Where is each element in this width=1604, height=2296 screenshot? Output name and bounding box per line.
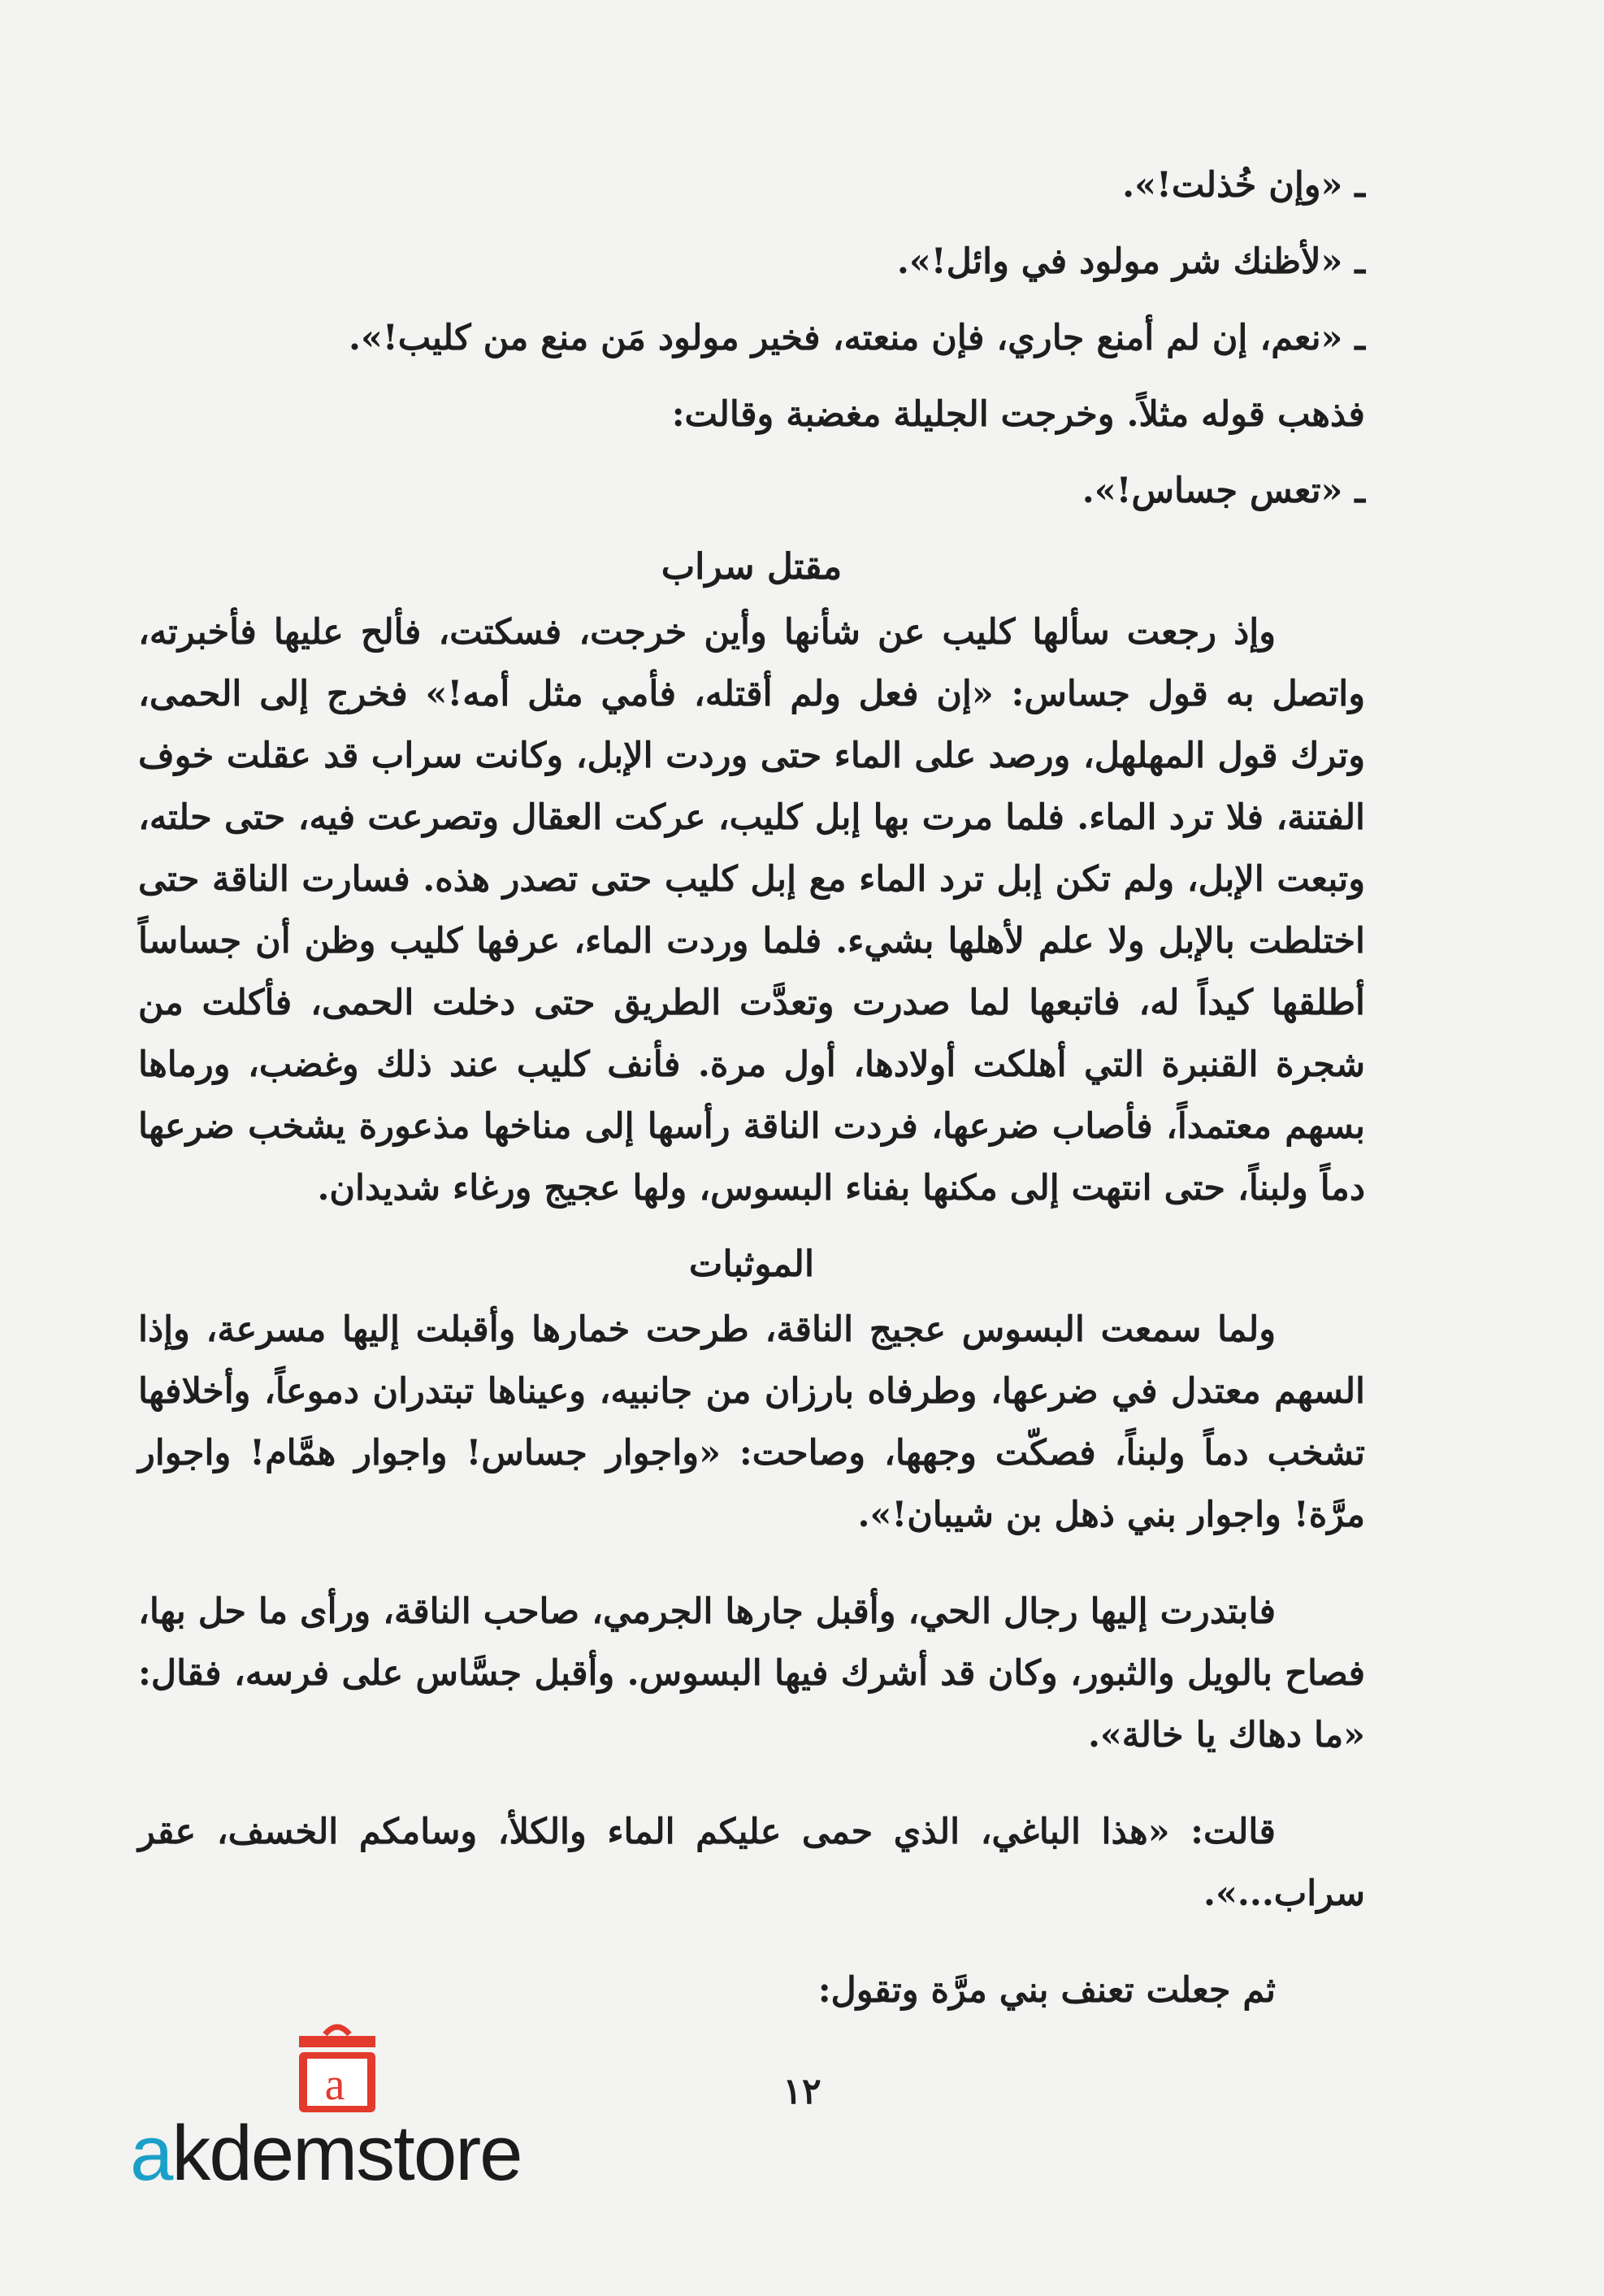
dialog-line: ـ «وإن خُذلت!». [1122, 165, 1365, 206]
body-paragraph: ولما سمعت البسوس عجيج الناقة، طرحت خمارها وأقبلت إليها مسرعة، وإذا السهم معتدل في ضرعها، وطرفاه بارزان من جانبيه، وعيناها تبتدران دموعاً، وأخلافها تشخب دماً ولبناً، فصكّت وجهها، وصاحت: «واجوار جساس! واجوار همَّام! واجوار مرَّة! واجوار بني ذهل بن شيبان!». [138, 1309, 1365, 1535]
logo-wordmark [130, 2109, 522, 2198]
dialog-line: ـ «تعس جساس!». [1082, 471, 1365, 511]
body-paragraph: قالت: «هذا الباغي، الذي حمى عليكم الماء والكلأ، وسامكم الخسف، عقر سراب...». [138, 1812, 1365, 1914]
logo-icon-letter: a [324, 2059, 345, 2110]
section-heading: مقتل سراب [661, 546, 843, 588]
section-heading: الموثبات [688, 1243, 815, 1285]
dialog-line: ـ «لأظنك شر مولود في وائل!». [896, 241, 1365, 282]
body-paragraph: فابتدرت إليها رجال الحي، وأقبل جارها الجرمي، صاحب الناقة، ورأى ما حل بها، فصاح بالويل والثبور، وكان قد أشرك فيها البسوس. وأقبل جسَّاس على فرسه، فقال: «ما دهاك يا خالة». [138, 1591, 1365, 1756]
dialog-line: فذهب قوله مثلاً. وخرجت الجليلة مغضبة وقالت: [671, 394, 1365, 435]
page-number: ١٢ [782, 2071, 822, 2112]
dialog-line: ـ «نعم، إن لم أمنع جاري، فإن منعته، فخير مولود مَن منع من كليب!». [348, 318, 1365, 358]
logo-text-rest: kdemstore [171, 2110, 522, 2197]
logo-text-first: a [130, 2110, 172, 2197]
book-cart-icon [293, 2020, 382, 2117]
body-paragraph: ثم جعلت تعنف بني مرَّة وتقول: [817, 1970, 1276, 2011]
book-page [138, 154, 1365, 2034]
store-logo [130, 2020, 585, 2215]
body-paragraph: وإذ رجعت سألها كليب عن شأنها وأين خرجت، فسكتت، فألح عليها فأخبرته، واتصل به قول جساس: «إن فعل ولم أقتله، فأمي مثل أمه!» فخرج إلى الحمى، وترك قول المهلهل، ورصد على الماء حتى وردت الإبل، وكانت سراب قد عقلت خوف الفتنة، فلا ترد الماء. فلما مرت بها إبل كليب، عركت العقال وتصرعت فيه، حتى حلته، وتبعت الإبل، ولم تكن إبل ترد الماء مع إبل كليب حتى تصدر هذه. فسارت الناقة حتى اختلطت بالإبل ولا علم لأهلها بشيء. فلما وردت الماء، عرفها كليب وظن أن جساساً أطلقها كيداً له، فاتبعها لما صدرت وتعدَّت الطريق حتى دخلت الحمى، فأكلت من شجرة القنبرة التي أهلكت أولادها، أول مرة. فأنف كليب عند ذلك وغضب، ورماها بسهم معتمداً، فأصاب ضرعها، فردت الناقة رأسها إلى مناخها مذعورة يشخب ضرعها دماً ولبناً، حتى انتهت إلى مكنها بفناء البسوس، ولها عجيج ورغاء شديدان. [138, 612, 1365, 1209]
